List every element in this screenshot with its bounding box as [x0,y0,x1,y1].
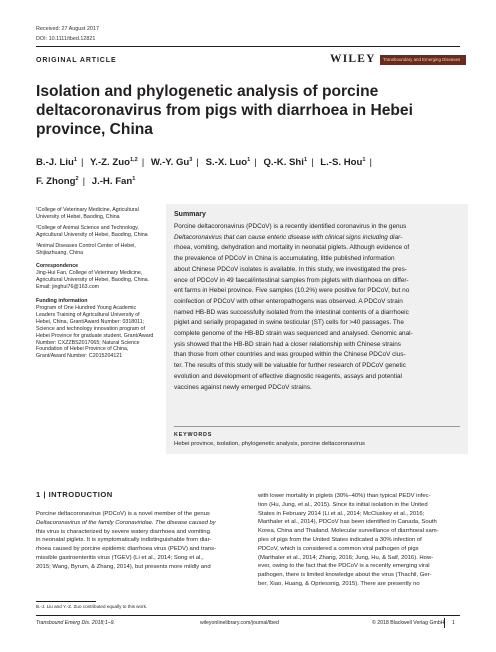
correspondence-text: Jing-Hui Fan, College of Veterinary Medicine, Agricultural University of Hebei, Baoding, China. Email: jinghui76@163.com [36,270,150,291]
intro-left-column: Porcine deltacoronavirus (PDCoV) is a novel member of the genus Deltacoronavirus of the family Coronaviridae. The disease caused by this virus is characterized by severe watery diarrhoea and vomiting in neonatal piglets. It is symptomatically indistinguishable from diar- rhoea caused by porcine epidemic diarrhoea virus (PEDV) and trans- missible gastroenteritis virus (TGEV) (Li et al., 2014; Song et al., 2015; Wang, Byrum, & Zhang, 2014), but presents more mildly and [36,511,217,570]
article-type: ORIGINAL ARTICLE [36,57,117,64]
footnote: B.-J. Liu and Y.-Z. Zuo contributed equally to this work. [36,604,148,609]
keywords-label: KEYWORDS [174,432,213,438]
affiliations [36,207,156,364]
summary-heading: Summary [174,211,206,218]
author[interactable]: F. Zhong$^2$ [36,176,79,188]
author[interactable]: Q.-K. Shi$^1$ [263,157,308,169]
journal-banner: Transboundary and Emerging Diseases [380,55,466,65]
affiliation: ¹College of Veterinary Medicine, Agricultural University of Hebei, Baoding, China [36,207,139,220]
correspondence-heading: Correspondence [36,263,79,270]
summary-box [166,204,468,454]
article-title: Isolation and phylogenetic analysis of porcine deltacoronavirus from pigs with diarrhoea in Hebei province, China [36,83,413,138]
author[interactable]: J.-H. Fan$^1$ [91,176,136,188]
author[interactable]: W.-Y. Gu$^3$ [150,157,193,169]
keywords-rule [174,426,460,427]
affiliation: ³Animal Diseases Control Center of Hebei, Shijiazhuang, China [36,242,136,256]
funding-text: Program of One Hundred Young Academic Leaders Training of Agricultural University of Hebei, China, Grant/Award Number: 0318011; Science and technology innovation program of Hebei Province for graduate student, Grant/Award Number: CXZZBS2017065; Natural Science Foundation of Hebei Province of China, Grant/Award Number: C2015204121 [36,304,154,360]
author[interactable]: S.-X. Luo$^1$ [205,157,251,169]
header-rule [36,46,460,47]
publisher-logo: WILEY [330,53,376,65]
received-date: Received: 27 August 2017 [36,26,99,32]
page-separator [444,618,445,628]
author[interactable]: L.-S. Hou$^1$ [320,157,366,169]
journal-url[interactable]: wileyonlinelibrary.com/journal/tbed [200,620,279,626]
author-list: B.-J. Liu$^1$ | Y.-Z. Zuo$^{1,2}$ | W.-Y. Gu$^3$ | S.-X. Luo$^1$ | Q.-K. Shi$^1$ | L.-S. Hou$^1$ | F. Zhong$^2$ | J.-H. Fan$^1$ [36,157,372,188]
author[interactable]: Y.-Z. Zuo$^{1,2}$ [89,157,138,169]
citation: Transbound Emerg Dis. 2018;1–9. [36,620,115,626]
doi[interactable]: DOI: 10.1111/tbed.12821 [36,36,96,42]
footer-rule [36,615,460,616]
keywords: Hebei province, isolation, phylogenetic analysis, porcine deltacoronavirus [174,441,365,447]
affiliation: ²College of Animal Science and Technology, Agricultural University of Hebei, Baoding, China [36,224,148,238]
author[interactable]: B.-J. Liu$^1$ [36,157,77,169]
page-number: 1 [452,620,455,626]
footnote-rule [36,601,96,602]
funding-heading: Funding information [36,298,88,305]
intro-right-column: with lower mortality in piglets (30%–40%) than typical PEDV infec- tion (Hu, Jung, et al., 2015). Since its initial isolation in the United States in February 2014 (Li et al., 2014; McCluskey et al., 2016; Marthaler et al., 2014), PDCoV has been identified in Canada, South Korea, China and Thailand. Molecular surveillance of diarrhoeal sam- ples of pigs from the United States indicated a 30% infection of PDCoV, which is considered a common viral pathogen of pigs (Marthaler et al., 2014; Zhang, 2016; Jung, Hu, & Saif, 2016). How- ever, owing to the fact that the PDCoV is a recently emerging viral pathogen, there is limited knowledge about the virus (Thachil, Ger- ber, Xiao, Huang, & Opriessnig, 2015). There are presently no [258,493,439,587]
summary-text: Porcine deltacoronavirus (PDCoV) is a recently identified coronavirus in the genus Deltacoronavirus that can cause enteric disease with clinical signs including diar- rhoea, vomiting, dehydration and mortality in neonatal piglets. Although evidence of the prevalence of PDCoV in China is accumulating, little published information about Chinese PDCoV isolates is available. In this study, we investigated the pres- ence of PDCoV in 49 faecal/intestinal samples from piglets with diarrhoea on differ- ent farms in Hebei province. Five samples (10.2%) were positive for PDCoV, but no coinfection of PDCoV with other enteropathogens was observed. A PDCoV strain named HB-BD was successfully isolated from the intestinal contents of a diarrhoeic piglet and serially propagated in swine testicular (ST) cells for >40 passages. The complete genome of the HB-BD strain was sequenced and analysed. Genomic anal- ysis showed that the HB-BD strain had a closer relationship with Chinese strains than those from other countries and was grouped within the Chinese PDCoV clus- ter. The results of this study will be valuable for further research of PDCoV genetic evolution and development of effective diagnostic reagents, assays and potential vaccines against newly emerged PDCoV strains. [174,223,413,391]
section-heading: 1 | INTRODUCTION [36,490,113,499]
copyright: © 2018 Blackwell Verlag GmbH [372,620,445,626]
